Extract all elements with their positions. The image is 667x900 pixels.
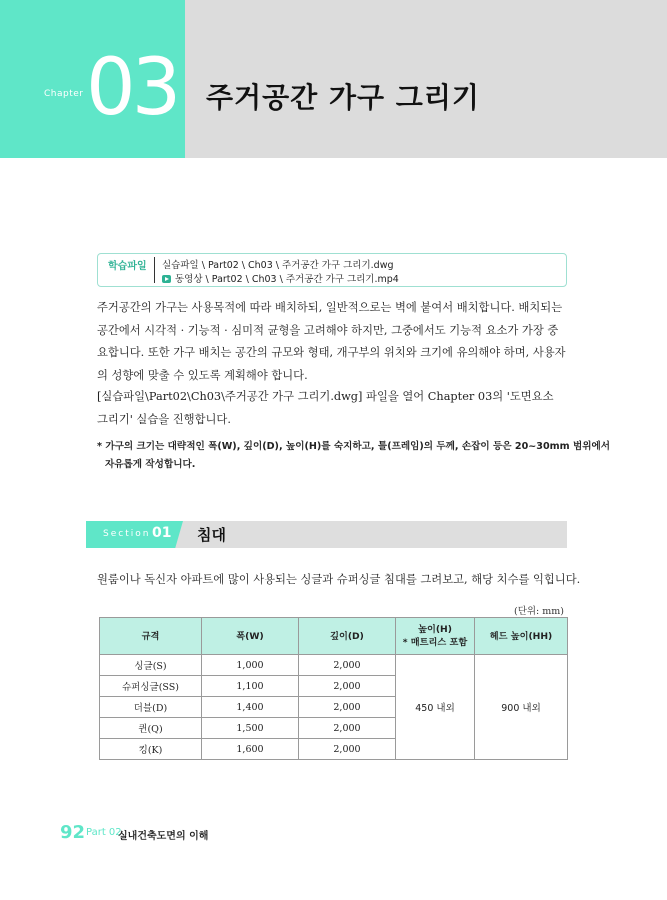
video-file-row (162, 271, 399, 285)
header-height-note: * 매트리스 포함 (402, 637, 468, 648)
header-head-height: 헤드 높이(HH) (475, 618, 568, 655)
row-depth: 2,000 (299, 697, 396, 718)
section-intro: 원룸이나 독신자 아파트에 많이 사용되는 싱글과 슈퍼싱글 침대를 그려보고, 해당 치수를 익힙니다. (97, 573, 581, 586)
row-depth: 2,000 (299, 739, 396, 760)
height-value: 450 내외 (396, 655, 475, 760)
header-height (396, 618, 475, 655)
row-spec: 슈퍼싱글(SS) (100, 676, 202, 697)
learning-files-label: 학습파일 (108, 261, 147, 272)
bed-size-table (99, 617, 568, 760)
body-paragraph-2: [실습파일\Part02\Ch03\주거공간 가구 그리기.dwg] 파일을 열어 Chapter 03의 '도면요소 그리기' 실습을 진행합니다. (97, 390, 554, 426)
section-title: 침대 (197, 526, 226, 544)
footer-title: 실내건축도면의 이해 (118, 831, 209, 842)
row-width: 1,100 (202, 676, 299, 697)
chapter-number: 03 (86, 43, 178, 133)
learning-files-divider (154, 257, 155, 283)
header-spec: 규격 (100, 618, 202, 655)
row-spec: 킹(K) (100, 739, 202, 760)
size-note-line1-text: 가구의 크기는 대략적인 폭(W), 깊이(D), 높이(H)를 숙지하고, 틀(프레임)의 두께, 손잡이 등은 20~30mm 범위에서 (105, 441, 611, 452)
row-width: 1,600 (202, 739, 299, 760)
body-paragraph-1: 주거공간의 가구는 사용목적에 따라 배치하되, 일반적으로는 벽에 붙여서 배치합니다. 배치되는 공간에서 시각적 · 기능적 · 심미적 균형을 고려해야 하지만, 그중에서도 기능적 요소가 가장 중요합니다. 또한 가구 배치는 공간의 규모와 형태, 개구부의 위치와 크기에 유의해야 하며, 사용자의 성향에 맞출 수 있도록 계획해야 합니다. (97, 301, 566, 382)
video-file-path: 동영상 \ Part02 \ Ch03 \ 주거공간 가구 그리기.mp4 (175, 274, 399, 285)
unit-label: (단위: mm) (514, 606, 565, 617)
row-depth: 2,000 (299, 718, 396, 739)
header-width: 폭(W) (202, 618, 299, 655)
size-note-line2: 자유롭게 작성합니다. (105, 459, 196, 470)
page-number: 92 (60, 822, 86, 843)
footer-part: Part 02 (86, 827, 122, 838)
row-width: 1,500 (202, 718, 299, 739)
play-icon (162, 275, 171, 283)
row-depth: 2,000 (299, 655, 396, 676)
row-spec: 싱글(S) (100, 655, 202, 676)
row-depth: 2,000 (299, 676, 396, 697)
note-star: * (97, 441, 103, 452)
table-row (100, 655, 568, 676)
head-height-value: 900 내외 (475, 655, 568, 760)
size-note-line1 (97, 438, 611, 456)
chapter-title: 주거공간 가구 그리기 (206, 81, 480, 114)
learning-files-box (97, 253, 567, 287)
size-note (97, 438, 611, 474)
row-spec: 퀸(Q) (100, 718, 202, 739)
chapter-label: Chapter (44, 89, 84, 99)
section-number: 01 (152, 525, 172, 541)
header-height-title: 높이(H) (418, 624, 452, 635)
header-depth: 깊이(D) (299, 618, 396, 655)
table-header-row (100, 618, 568, 655)
row-spec: 더블(D) (100, 697, 202, 718)
row-width: 1,400 (202, 697, 299, 718)
section-word: Section (103, 529, 151, 539)
row-width: 1,000 (202, 655, 299, 676)
practice-file-path: 실습파일 \ Part02 \ Ch03 \ 주거공간 가구 그리기.dwg (162, 260, 394, 271)
